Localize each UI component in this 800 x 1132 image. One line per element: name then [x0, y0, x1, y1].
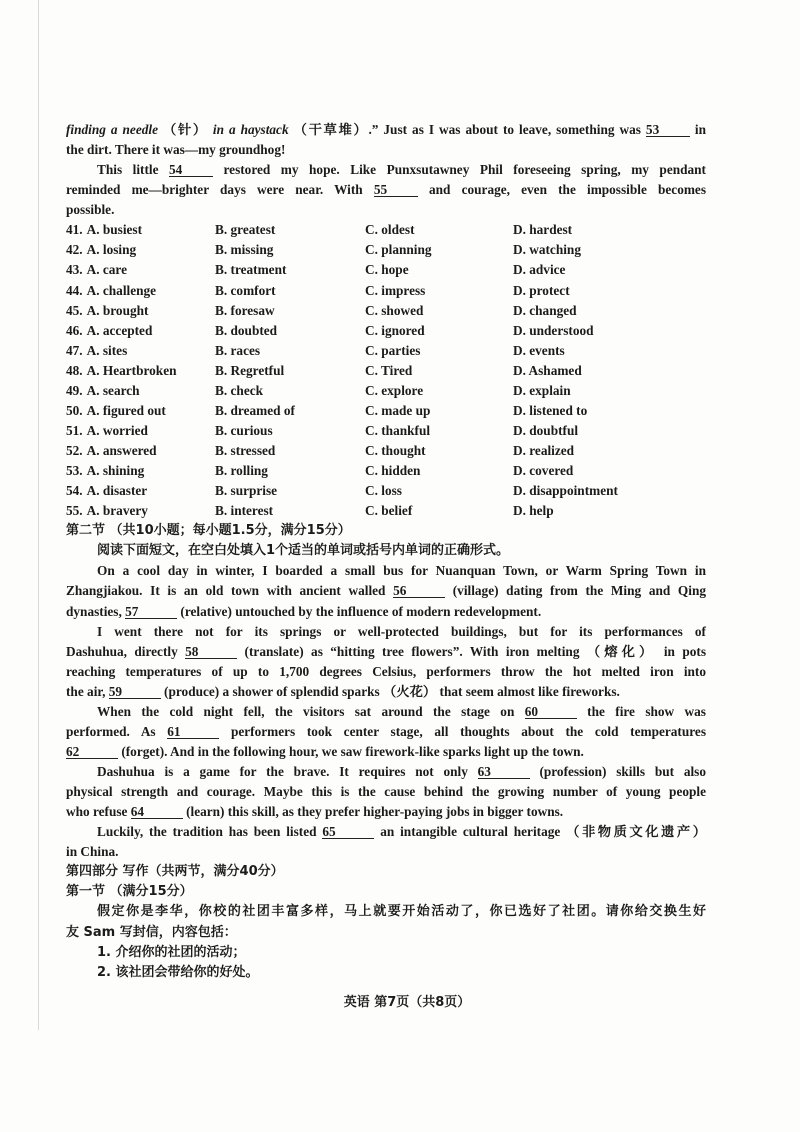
- option-choice: A. search: [86, 382, 140, 398]
- option-cell: [215, 421, 365, 441]
- option-choice: B. foresaw: [215, 302, 275, 318]
- option-choice: D. changed: [513, 302, 577, 318]
- option-cell: [66, 341, 215, 361]
- option-cell: [66, 361, 215, 381]
- text-line: [66, 762, 706, 782]
- option-choice: B. dreamed of: [215, 402, 295, 418]
- option-choice: C. planning: [365, 242, 432, 258]
- option-cell: [66, 441, 215, 461]
- option-row-50: [66, 401, 706, 421]
- option-choice: B. comfort: [215, 282, 276, 298]
- option-choice: B. races: [215, 342, 261, 358]
- option-row-53: [66, 461, 706, 481]
- passage-text: （干草堆）.” Just as I was about to leave, something was: [288, 122, 646, 137]
- option-choice: D. understood: [513, 322, 594, 338]
- passage-text: (produce) a shower of splendid sparks （火花） that seem almost like fireworks.: [160, 683, 620, 699]
- option-choice: D. doubtful: [513, 422, 579, 438]
- text-line: [66, 822, 706, 842]
- option-row-49: [66, 381, 706, 401]
- option-choice: C. explore: [365, 382, 424, 398]
- option-cell: [513, 220, 706, 240]
- option-row-55: [66, 501, 706, 521]
- text-line: [66, 602, 706, 622]
- option-choice: A. challenge: [86, 282, 157, 298]
- option-choice: A. answered: [86, 443, 157, 458]
- passage-text: On a cool day in winter, I boarded a small bus for Nuanquan Town, or Warm Spring Town in: [97, 563, 706, 579]
- text-line: [66, 120, 706, 140]
- option-cell: [215, 361, 365, 381]
- option-cell: [365, 301, 513, 321]
- passage-text: (forget). And in the following hour, we saw firework-like sparks light up the town.: [118, 743, 584, 759]
- option-cell: [215, 260, 365, 280]
- option-choice: D. disappointment: [513, 483, 618, 499]
- requirement-item: 1. 介绍你的社团的活动；: [97, 944, 246, 960]
- option-cell: [365, 220, 513, 240]
- passage-text: Dashuhua, directly: [66, 643, 186, 659]
- option-choice: B. check: [215, 382, 264, 398]
- option-cell: [66, 301, 215, 321]
- text-line: [66, 702, 706, 722]
- question-number: 42.: [66, 242, 83, 258]
- passage-text: Dashuhua is a game for the brave. It requires not only: [97, 764, 478, 779]
- question-number: 43.: [66, 262, 83, 278]
- option-cell: [215, 401, 365, 421]
- option-cell: [365, 481, 513, 501]
- question-number: 53.: [66, 463, 83, 479]
- option-cell: [365, 401, 513, 421]
- passage-text: Luckily, the tradition has been listed: [97, 824, 323, 840]
- option-choice: D. advice: [513, 262, 566, 278]
- option-cell: [66, 481, 215, 501]
- passage-text: （针）: [157, 122, 213, 137]
- option-row-46: [66, 321, 706, 341]
- passage-text: performers took center stage, all thoughts about the cold temperatures: [219, 723, 706, 739]
- passage-text: (village) dating from the Ming and Qing: [445, 583, 706, 599]
- option-cell: [66, 321, 215, 341]
- question-number: 55.: [66, 503, 83, 519]
- option-choice: B. stressed: [215, 443, 276, 458]
- passage-text: an intangible cultural heritage （非物质文化遗产）: [374, 824, 707, 840]
- option-choice: D. listened to: [513, 402, 588, 418]
- option-row-51: [66, 421, 706, 441]
- option-cell: [215, 381, 365, 401]
- option-row-43: [66, 260, 706, 280]
- question-number: 41.: [66, 222, 83, 238]
- option-cell: [215, 281, 365, 301]
- option-choice: A. worried: [86, 422, 148, 438]
- writing-prompt: [66, 902, 706, 942]
- grammar-paragraph: [66, 702, 706, 762]
- option-choice: C. Tired: [365, 362, 413, 378]
- passage-text: I went there not for its springs or well-protected buildings, but for its performances of: [97, 623, 706, 639]
- option-choice: A. care: [86, 262, 127, 278]
- answer-blank-65: 65: [322, 825, 374, 839]
- answer-blank-57: 57: [125, 605, 177, 619]
- prompt-paragraph: [66, 902, 706, 942]
- option-cell: [513, 461, 706, 481]
- option-cell: [365, 361, 513, 381]
- option-cell: [66, 281, 215, 301]
- answer-blank-59: 59: [109, 685, 161, 699]
- passage-text: in: [689, 122, 707, 137]
- option-cell: [513, 501, 706, 521]
- passage-text: 友 Sam 写封信，内容包括：: [66, 924, 237, 940]
- option-choice: D. help: [513, 503, 554, 519]
- answer-blank-56: 56: [393, 584, 445, 598]
- option-cell: [215, 341, 365, 361]
- page-footer: 英语 第7页（共8页）: [343, 995, 471, 1010]
- question-number: 49.: [66, 382, 83, 398]
- text-line: [66, 923, 706, 943]
- writing-section: [66, 862, 706, 982]
- passage-text: (translate) as “hitting tree flowers”. With iron melting （熔化） in pots: [237, 643, 707, 659]
- option-choice: B. interest: [215, 503, 274, 519]
- passage-text: physical strength and courage. Maybe this is the cause behind the growing number of young people: [66, 784, 706, 800]
- passage-text: who refuse: [66, 804, 131, 820]
- option-cell: [365, 341, 513, 361]
- option-choice: A. Heartbroken: [86, 362, 177, 378]
- option-choice: D. realized: [513, 443, 575, 458]
- option-cell: [215, 441, 365, 461]
- option-choice: D. watching: [513, 242, 581, 258]
- passage-text: 假定你是李华，你校的社团丰富多样，马上就要开始活动了，你已选好了社团。请你给交换生好: [97, 904, 706, 920]
- option-cell: [66, 461, 215, 481]
- option-cell: [513, 240, 706, 260]
- text-line: [66, 742, 706, 762]
- passage-text: This little: [97, 162, 169, 178]
- requirement-item: 2. 该社团会带给你的好处。: [97, 964, 259, 980]
- option-cell: [215, 220, 365, 240]
- section-title: 第一节 （满分15分）: [66, 884, 193, 900]
- option-choice: D. Ashamed: [513, 362, 582, 378]
- option-cell: [365, 321, 513, 341]
- passage-text: dynasties,: [66, 603, 126, 619]
- cloze-passage: [66, 120, 706, 220]
- passage-text: performed. As: [66, 723, 168, 739]
- option-choice: B. rolling: [215, 463, 268, 479]
- option-cell: [513, 381, 706, 401]
- option-row-42: [66, 240, 706, 260]
- option-cell: [513, 421, 706, 441]
- text-line: [66, 802, 706, 822]
- option-cell: [365, 281, 513, 301]
- option-choice: D. explain: [513, 382, 571, 398]
- section-instruction: 阅读下面短文，在空白处填入1个适当的单词或括号内单词的正确形式。: [97, 543, 510, 559]
- option-cell: [66, 220, 215, 240]
- grammar-paragraph: [66, 622, 706, 702]
- italic-phrase: in a haystack: [212, 122, 289, 137]
- option-cell: [215, 501, 365, 521]
- option-cell: [365, 441, 513, 461]
- option-cell: [513, 481, 706, 501]
- grammar-fill-section: [66, 521, 706, 862]
- passage-text: Zhangjiakou. It is an old town with ancient walled: [66, 583, 394, 599]
- option-row-54: [66, 481, 706, 501]
- option-choice: B. missing: [215, 242, 274, 258]
- option-cell: [365, 421, 513, 441]
- question-number: 48.: [66, 362, 83, 378]
- option-cell: [365, 461, 513, 481]
- question-number: 51.: [66, 422, 83, 438]
- answer-blank-63: 63: [478, 765, 530, 779]
- answer-blank-64: 64: [131, 805, 183, 819]
- option-choice: C. hope: [365, 262, 409, 278]
- option-choice: A. bravery: [86, 503, 148, 519]
- option-cell: [365, 501, 513, 521]
- option-choice: C. hidden: [365, 463, 421, 479]
- grammar-paragraph: [66, 561, 706, 621]
- option-choice: A. brought: [86, 302, 149, 318]
- option-choice: A. disaster: [86, 483, 148, 499]
- passage-text: reminded me—brighter days were near. With: [66, 182, 374, 198]
- question-number: 46.: [66, 322, 83, 338]
- option-choice: D. covered: [513, 463, 574, 479]
- option-choice: A. busiest: [86, 222, 143, 238]
- text-line: [66, 662, 706, 682]
- option-choice: C. ignored: [365, 322, 425, 338]
- option-cell: [513, 401, 706, 421]
- text-line: [66, 642, 706, 662]
- grammar-paragraph: [66, 822, 706, 862]
- option-cell: [365, 381, 513, 401]
- option-cell: [66, 240, 215, 260]
- question-number: 45.: [66, 302, 83, 318]
- option-choice: D. hardest: [513, 222, 573, 238]
- answer-blank-54: 54: [169, 163, 213, 177]
- option-choice: D. events: [513, 342, 565, 358]
- scan-fold-line: [38, 0, 39, 1030]
- option-cell: [365, 260, 513, 280]
- answer-blank-58: 58: [185, 645, 237, 659]
- answer-blank-60: 60: [525, 705, 577, 719]
- option-choice: C. impress: [365, 282, 426, 298]
- section-title: 第二节 （共10小题；每小题1.5分，满分15分）: [66, 523, 351, 539]
- option-cell: [513, 441, 706, 461]
- text-line: [66, 581, 706, 601]
- text-line: [66, 200, 706, 220]
- question-number: 44.: [66, 282, 83, 298]
- option-choice: C. belief: [365, 503, 413, 519]
- text-line: [66, 902, 706, 922]
- option-row-41: [66, 220, 706, 240]
- option-choice: A. accepted: [86, 322, 153, 338]
- text-line: [66, 722, 706, 742]
- option-cell: [513, 321, 706, 341]
- option-cell: [513, 341, 706, 361]
- passage-text: When the cold night fell, the visitors sat around the stage on: [97, 703, 525, 719]
- option-choice: B. curious: [215, 422, 273, 438]
- option-choice: B. treatment: [215, 262, 287, 278]
- option-cell: [365, 240, 513, 260]
- passage-text: the dirt. There it was—my groundhog!: [66, 142, 286, 158]
- option-choice: B. doubted: [215, 322, 278, 338]
- option-choice: A. shining: [86, 463, 145, 479]
- answer-blank-61: 61: [167, 725, 219, 739]
- passage-text: (relative) untouched by the influence of modern redevelopment.: [177, 603, 542, 619]
- option-choice: C. parties: [365, 342, 421, 358]
- option-cell: [215, 301, 365, 321]
- page-content: [66, 120, 706, 983]
- text-line: [66, 622, 706, 642]
- text-line: [66, 682, 706, 702]
- option-choice: B. surprise: [215, 483, 278, 499]
- option-cell: [66, 401, 215, 421]
- option-choice: B. Regretful: [215, 362, 285, 378]
- cloze-options-table: [66, 220, 706, 521]
- answer-blank-55: 55: [374, 183, 418, 197]
- option-choice: B. greatest: [215, 222, 276, 238]
- option-choice: C. loss: [365, 483, 402, 499]
- passage-text: restored my hope. Like Punxsutawney Phil foreseeing spring, my pendant: [213, 162, 706, 178]
- option-row-44: [66, 281, 706, 301]
- passage-text: (profession) skills but also: [529, 764, 706, 779]
- option-choice: C. showed: [365, 302, 424, 318]
- option-cell: [215, 240, 365, 260]
- option-choice: A. figured out: [86, 402, 166, 418]
- option-cell: [66, 381, 215, 401]
- passage-text: the fire show was: [576, 703, 706, 719]
- passage-text: reaching temperatures of up to 1,700 degrees Celsius, performers throw the hot melted iron into: [66, 663, 706, 679]
- text-line: [66, 561, 706, 581]
- option-cell: [66, 421, 215, 441]
- answer-blank-53: 53: [646, 123, 690, 137]
- text-line: [66, 842, 706, 862]
- option-row-52: [66, 441, 706, 461]
- option-choice: D. protect: [513, 282, 570, 298]
- italic-phrase: finding a needle: [66, 122, 158, 137]
- passage-text: the air,: [66, 683, 109, 699]
- option-choice: C. thought: [365, 443, 426, 458]
- question-number: 50.: [66, 402, 83, 418]
- text-line: [66, 160, 706, 180]
- option-cell: [215, 321, 365, 341]
- part-title: 第四部分 写作（共两节，满分40分）: [66, 864, 284, 880]
- passage-paragraph: [66, 120, 706, 160]
- option-row-45: [66, 301, 706, 321]
- question-number: 47.: [66, 342, 83, 358]
- answer-blank-62: 62: [66, 745, 118, 759]
- option-cell: [66, 260, 215, 280]
- passage-paragraph: [66, 160, 706, 220]
- option-cell: [513, 260, 706, 280]
- option-choice: C. made up: [365, 402, 431, 418]
- option-choice: C. oldest: [365, 222, 415, 238]
- option-cell: [66, 501, 215, 521]
- text-line: [66, 180, 706, 200]
- option-row-48: [66, 361, 706, 381]
- option-choice: C. thankful: [365, 422, 431, 438]
- option-cell: [215, 461, 365, 481]
- passage-text: (learn) this skill, as they prefer higher-paying jobs in bigger towns.: [182, 804, 564, 820]
- question-number: 54.: [66, 483, 83, 499]
- passage-text: in China.: [66, 844, 119, 860]
- grammar-paragraph: [66, 762, 706, 822]
- option-cell: [513, 281, 706, 301]
- option-cell: [215, 481, 365, 501]
- question-number: 52.: [66, 443, 83, 458]
- option-choice: A. sites: [86, 342, 128, 358]
- option-cell: [513, 361, 706, 381]
- option-cell: [513, 301, 706, 321]
- option-choice: A. losing: [86, 242, 137, 258]
- option-row-47: [66, 341, 706, 361]
- passage-text: and courage, even the impossible becomes: [417, 182, 706, 198]
- text-line: [66, 782, 706, 802]
- passage-text: possible.: [66, 202, 115, 218]
- text-line: [66, 140, 706, 160]
- grammar-passage: [66, 561, 706, 862]
